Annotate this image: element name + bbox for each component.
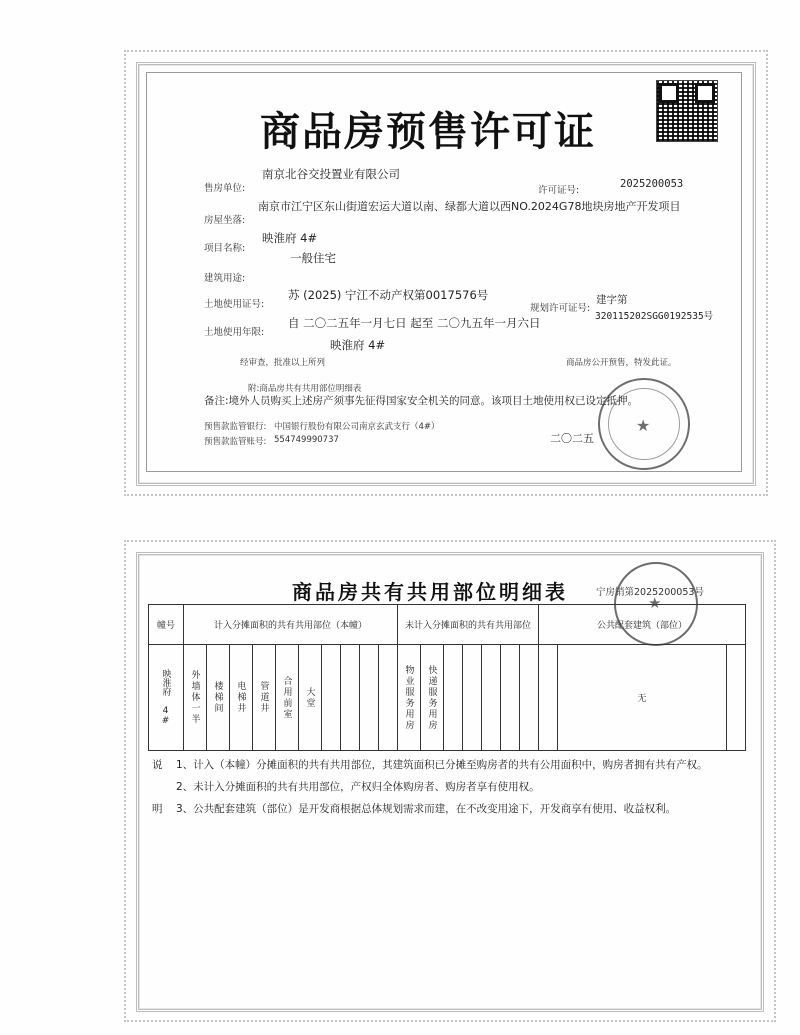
col-excluded: 未计入分摊面积的共有共用部位	[398, 605, 539, 645]
project-label: 项目名称:	[204, 243, 246, 254]
shared-parts-ref: 宁房销第2025200053号	[596, 587, 704, 598]
account-label: 预售款监管账号:	[204, 437, 267, 447]
included-item: 管道井	[253, 645, 276, 751]
developer-value: 南京北谷交投置业有限公司	[262, 167, 400, 181]
excluded-item: 物业服务用房	[398, 645, 421, 751]
account-value: 554749990737	[274, 435, 339, 445]
bank-label: 预售款监管银行:	[204, 422, 267, 432]
scope-value: 映淮府 4#	[330, 338, 386, 352]
certificate-title: 商品房预售许可证	[260, 108, 596, 155]
note-2: 2、未计入分摊面积的共有共用部位，产权归全体购房者、购房者享有使用权。	[176, 781, 540, 793]
included-item: 合用前室	[276, 645, 299, 751]
empty-cell	[360, 645, 379, 751]
building-name: 映淮府 4#	[149, 645, 184, 751]
land-term-value: 自 二〇二五年一月七日 起至 二〇九五年一月六日	[288, 316, 541, 330]
approval-text: 经审查，批准以上所列	[240, 358, 326, 368]
project-value: 映淮府 4#	[262, 231, 318, 245]
included-item: 大堂	[299, 645, 322, 751]
land-cert-value: 苏 (2025) 宁江不动产权第0017576号	[288, 288, 489, 302]
empty-cell	[444, 645, 463, 751]
empty-cell	[341, 645, 360, 751]
location-value: 南京市江宁区东山街道宏运大道以南、绿都大道以西NO.2024G78地块房地产开发项目	[258, 200, 681, 213]
included-item: 电梯井	[230, 645, 253, 751]
excluded-item: 快递服务用房	[421, 645, 444, 751]
permit-no-label: 许可证号:	[538, 185, 580, 196]
col-building: 幢号	[149, 605, 184, 645]
permit-no-value: 2025200053	[620, 178, 684, 190]
col-included: 计入分摊面积的共有共用部位（本幢）	[184, 605, 398, 645]
planning-value-2: 320115202SGG0192535号	[595, 311, 714, 322]
included-item: 外墙体一半	[184, 645, 207, 751]
empty-cell	[539, 645, 558, 751]
qr-code-icon	[656, 80, 718, 142]
official-seal-icon: ★	[598, 378, 690, 470]
table-seal-icon: ★	[614, 562, 698, 646]
col-public: 公共配套建筑（部位）	[539, 605, 746, 645]
empty-cell	[322, 645, 341, 751]
developer-label: 售房单位:	[204, 183, 246, 194]
empty-cell	[379, 645, 398, 751]
empty-cell	[482, 645, 501, 751]
appendix-text: 附:商品房共有共用部位明细表	[248, 384, 362, 394]
remark-text: 备注:境外人员购买上述房产须事先征得国家安全机关的同意。该项目土地使用权已设定抵押。	[204, 395, 639, 407]
location-label: 房屋坐落:	[204, 215, 246, 226]
planning-value-1: 建字第	[596, 294, 628, 306]
use-value: 一般住宅	[290, 251, 336, 265]
included-item: 楼梯间	[207, 645, 230, 751]
empty-cell	[463, 645, 482, 751]
bank-value: 中国银行股份有限公司南京玄武支行（4#）	[274, 422, 440, 432]
land-term-label: 土地使用年限:	[204, 327, 265, 338]
issue-date: 二〇二五	[550, 432, 594, 445]
empty-cell	[520, 645, 539, 751]
note-1: 1、计入（本幢）分摊面积的共有共用部位，其建筑面积已分摊至购房者的共有公用面积中，购房者拥有共有产权。	[176, 759, 708, 771]
shared-parts-title: 商品房共有共用部位明细表	[292, 580, 568, 604]
note-label-1: 说	[152, 759, 163, 771]
land-cert-label: 土地使用证号:	[204, 299, 265, 310]
empty-cell	[501, 645, 520, 751]
note-3: 3、公共配套建筑（部位）是开发商根据总体规划需求而建，在不改变用途下，开发商享有使用、收益权利。	[176, 803, 677, 815]
public-value: 无	[558, 645, 727, 751]
use-label: 建筑用途:	[204, 273, 246, 284]
approval-suffix: 商品房公开预售，特发此证。	[566, 358, 677, 368]
note-label-2: 明	[152, 803, 163, 815]
planning-label: 规划许可证号:	[530, 303, 591, 314]
empty-cell	[727, 645, 746, 751]
